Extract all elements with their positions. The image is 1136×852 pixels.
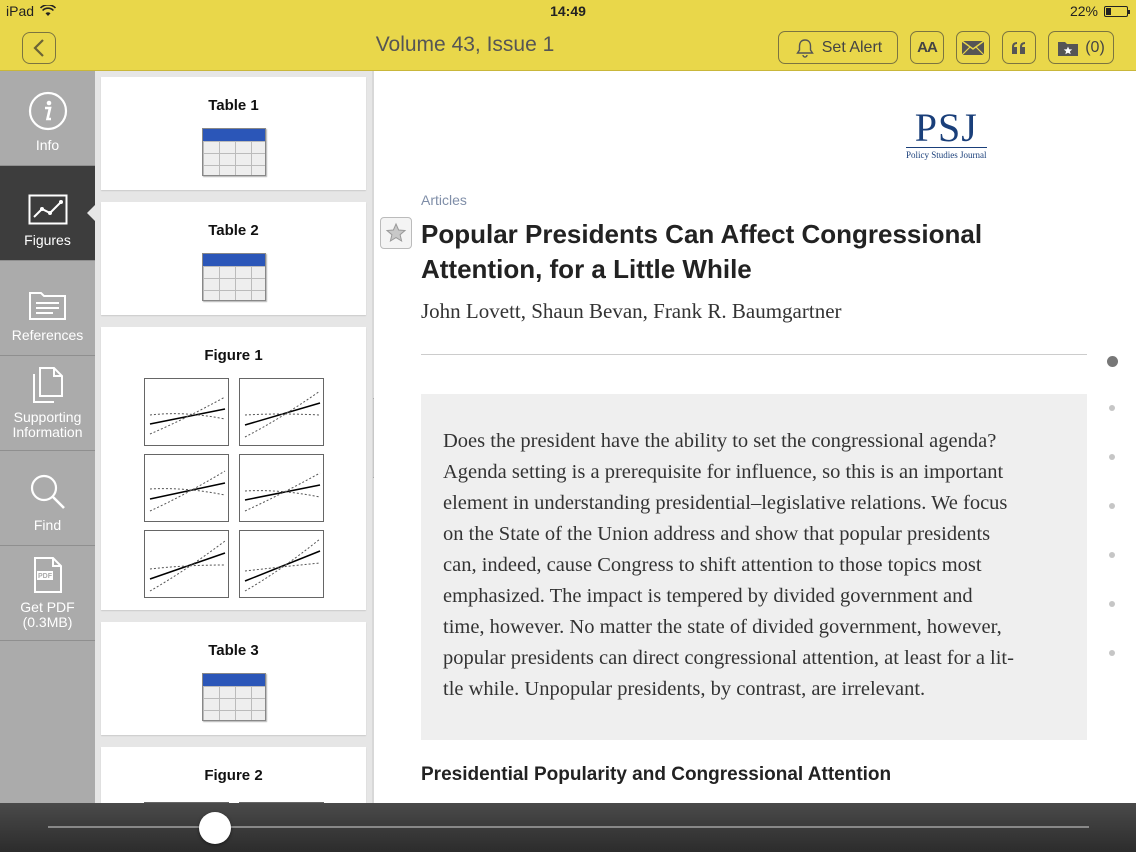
nav-bar <box>0 24 1136 71</box>
pdf-file-icon <box>32 556 64 594</box>
page-dot[interactable] <box>1107 356 1118 367</box>
font-size-button[interactable] <box>910 31 944 64</box>
abstract-line: can, indeed, cause Congress to shift attention to those topics most <box>443 554 982 576</box>
thumbnail-figure-2[interactable] <box>101 747 366 803</box>
info-icon <box>28 91 68 131</box>
sidebar-item-supporting-information[interactable] <box>0 356 95 451</box>
abstract-line: emphasized. The impact is tempered by divided government and <box>443 585 973 607</box>
supporting-docs-icon <box>30 366 66 404</box>
status-bar <box>0 0 1136 24</box>
envelope-icon <box>961 40 985 56</box>
thumbnail-table-3[interactable] <box>101 622 366 735</box>
chevron-left-icon <box>32 38 46 58</box>
thumbnail-table-1[interactable] <box>101 77 366 190</box>
sidebar-item-label: Figures <box>24 232 71 248</box>
references-folder-icon <box>28 289 68 321</box>
sidebar-item-label: Info <box>35 137 60 153</box>
page-scrubber-handle[interactable] <box>199 812 231 844</box>
svg-text:PDF: PDF <box>37 573 52 580</box>
set-alert-button[interactable] <box>778 31 898 64</box>
abstract-line: on the State of the Union address and show that popular presidents <box>443 523 991 545</box>
page-indicator[interactable] <box>1105 356 1119 699</box>
figures-chart-icon <box>28 194 68 226</box>
journal-logo <box>906 105 987 160</box>
divider-line <box>421 354 1087 355</box>
thumbnail-title: Table 2 <box>208 222 259 239</box>
abstract-line: element in understanding presidential–legislative relations. We focus <box>443 492 1008 514</box>
article-view <box>374 71 1136 803</box>
thumbnail-title: Figure 1 <box>204 347 263 364</box>
abstract-line: Does the president have the ability to set the congressional agenda? <box>443 430 997 452</box>
figures-thumbnail-list <box>95 71 372 803</box>
saved-count: (0) <box>1085 38 1105 56</box>
cite-button[interactable] <box>1002 31 1036 64</box>
page-dot[interactable] <box>1109 650 1115 656</box>
star-folder-icon <box>1057 39 1079 57</box>
issue-title: Volume 43, Issue 1 <box>375 33 555 56</box>
page-dot[interactable] <box>1109 405 1115 411</box>
table-icon <box>202 253 266 301</box>
sidebar-item-label-line2: Information <box>12 424 83 440</box>
email-button[interactable] <box>956 31 990 64</box>
article-title: Popular Presidents Can Affect Congressional Attention, for a Little While <box>421 219 983 284</box>
article-abstract <box>421 394 1087 740</box>
mini-plot <box>239 378 324 446</box>
mini-plot <box>144 378 229 446</box>
set-alert-label: Set Alert <box>821 38 883 56</box>
article-section-label: Articles <box>421 192 467 208</box>
figure-preview <box>144 378 324 598</box>
mini-plot <box>144 454 229 522</box>
back-button[interactable] <box>22 32 56 64</box>
article-authors: John Lovett, Shaun Bevan, Frank R. Baumgartner <box>421 299 842 323</box>
font-size-label: AA <box>917 39 937 56</box>
bottom-toolbar <box>0 803 1136 852</box>
abstract-line: popular presidents can direct congressional attention, at least for a lit- <box>443 647 1014 669</box>
sidebar-item-label-line1: Supporting <box>13 409 82 425</box>
sidebar-item-get-pdf[interactable] <box>0 546 95 641</box>
thumbnail-title: Table 3 <box>208 642 259 659</box>
abstract-line: tle while. Unpopular presidents, by contrast, are irrelevant. <box>443 678 926 700</box>
page-dot[interactable] <box>1109 454 1115 460</box>
abstract-line: time, however. No matter the state of divided government, however, <box>443 616 1002 638</box>
mini-plot <box>144 530 229 598</box>
thumbnail-title: Table 1 <box>208 97 259 114</box>
page-dot[interactable] <box>1109 503 1115 509</box>
section-heading: Presidential Popularity and Congressional Attention <box>421 764 892 785</box>
bell-icon <box>794 37 816 59</box>
battery-icon <box>1104 6 1128 17</box>
search-icon <box>29 473 67 511</box>
thumbnail-table-2[interactable] <box>101 202 366 315</box>
table-icon <box>202 128 266 176</box>
thumbnail-figure-1[interactable] <box>101 327 366 610</box>
sidebar-item-info[interactable] <box>0 71 95 166</box>
page-dot[interactable] <box>1109 552 1115 558</box>
star-icon <box>385 222 407 244</box>
thumbnail-title: Figure 2 <box>204 767 263 784</box>
sidebar-item-references[interactable] <box>0 261 95 356</box>
device-name: iPad <box>6 3 35 19</box>
sidebar-item-label: Find <box>33 517 62 533</box>
sidebar-item-figures[interactable] <box>0 166 95 261</box>
sidebar-item-label-line2: (0.3MB) <box>22 614 73 630</box>
page-dot[interactable] <box>1109 601 1115 607</box>
status-time: 14:49 <box>550 3 586 19</box>
quote-icon <box>1010 41 1028 55</box>
journal-logo-text: PSJ <box>914 105 978 150</box>
battery-percent: 22% <box>1069 3 1098 19</box>
sidebar-item-label: References <box>11 327 84 343</box>
mini-plot <box>239 530 324 598</box>
sidebar-item-find[interactable] <box>0 451 95 546</box>
favorite-button[interactable] <box>380 217 412 249</box>
sidebar-item-label-line1: Get PDF <box>20 599 75 615</box>
section-sidebar <box>0 71 95 803</box>
saved-articles-button[interactable] <box>1048 31 1114 64</box>
mini-plot <box>239 454 324 522</box>
table-icon <box>202 673 266 721</box>
journal-logo-subtitle: Policy Studies Journal <box>906 147 987 160</box>
abstract-line: Agenda setting is a prerequisite for influence, so this is an important <box>443 461 1004 483</box>
